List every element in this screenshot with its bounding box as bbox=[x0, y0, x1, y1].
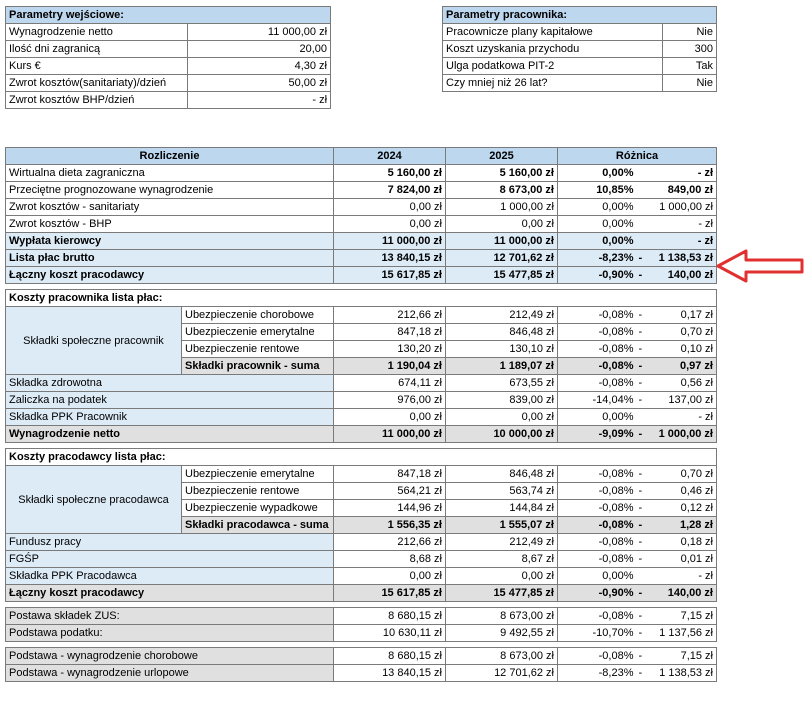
diff-value: 0,01 zł bbox=[680, 553, 713, 565]
value-2024: 13 840,15 zł bbox=[334, 250, 446, 267]
diff-amount bbox=[637, 358, 717, 375]
diff-value: 0,97 zł bbox=[679, 360, 713, 372]
value-2024: 11 000,00 zł bbox=[334, 233, 446, 250]
value-2024: 847,18 zł bbox=[334, 466, 446, 483]
group-label: Składki społeczne pracownik bbox=[6, 307, 182, 375]
value-2024: 10 630,11 zł bbox=[334, 625, 446, 642]
diff-amount bbox=[637, 199, 717, 216]
diff-percent: -0,08% bbox=[558, 358, 637, 375]
diff-amount bbox=[637, 426, 717, 443]
diff-value: 0,56 zł bbox=[680, 377, 713, 389]
diff-value: - zł bbox=[698, 570, 713, 582]
value-2024: 144,96 zł bbox=[334, 500, 446, 517]
diff-value: - zł bbox=[697, 235, 713, 247]
value-2024: 7 824,00 zł bbox=[334, 182, 446, 199]
diff-amount bbox=[637, 409, 717, 426]
param-label: Zwrot kosztów BHP/dzień bbox=[6, 92, 188, 109]
diff-amount bbox=[637, 534, 717, 551]
value-2025: 1 000,00 zł bbox=[446, 199, 558, 216]
diff-value: 7,15 zł bbox=[680, 650, 713, 662]
row-label: Łączny koszt pracodawcy bbox=[6, 585, 334, 602]
table-row bbox=[6, 551, 717, 568]
value-2025: 0,00 zł bbox=[446, 568, 558, 585]
diff-sign: - bbox=[638, 377, 643, 389]
diff-percent: 0,00% bbox=[558, 233, 637, 250]
value-2025: 0,00 zł bbox=[446, 409, 558, 426]
table-row bbox=[6, 375, 717, 392]
table-row bbox=[6, 466, 717, 483]
diff-percent: 10,85% bbox=[558, 182, 637, 199]
table-row bbox=[6, 250, 717, 267]
diff-percent: -0,08% bbox=[558, 648, 637, 665]
diff-amount bbox=[637, 517, 717, 534]
diff-sign: - bbox=[638, 610, 643, 622]
value-2025: 8 673,00 zł bbox=[446, 608, 558, 625]
row-label: Zaliczka na podatek bbox=[6, 392, 334, 409]
diff-percent: -0,08% bbox=[558, 375, 637, 392]
diff-sign: - bbox=[638, 650, 643, 662]
param-label: Wynagrodzenie netto bbox=[6, 24, 188, 41]
diff-value: - zł bbox=[698, 218, 713, 230]
value-2024: 8 680,15 zł bbox=[334, 648, 446, 665]
total-row bbox=[6, 585, 717, 602]
row-label: Ubezpieczenie emerytalne bbox=[182, 466, 334, 483]
diff-amount bbox=[637, 250, 717, 267]
value-2025: 563,74 zł bbox=[446, 483, 558, 500]
diff-amount bbox=[637, 233, 717, 250]
table-row bbox=[6, 625, 717, 642]
diff-amount bbox=[637, 165, 717, 182]
table-row bbox=[6, 182, 717, 199]
diff-sign: - bbox=[638, 468, 643, 480]
diff-value: 0,17 zł bbox=[680, 309, 713, 321]
diff-sign: - bbox=[638, 428, 643, 440]
diff-sign: - bbox=[638, 536, 643, 548]
diff-amount bbox=[637, 483, 717, 500]
diff-percent: 0,00% bbox=[558, 216, 637, 233]
diff-sign: - bbox=[638, 502, 643, 514]
value-2025: 846,48 zł bbox=[446, 324, 558, 341]
value-2025: 11 000,00 zł bbox=[446, 233, 558, 250]
diff-percent: -10,70% bbox=[558, 625, 637, 642]
value-2024: 15 617,85 zł bbox=[334, 267, 446, 284]
red-arrow-icon bbox=[716, 248, 806, 284]
row-label: Lista płac brutto bbox=[6, 250, 334, 267]
row-label: Wirtualna dieta zagraniczna bbox=[6, 165, 334, 182]
table-row bbox=[6, 165, 717, 182]
diff-value: - zł bbox=[698, 411, 713, 423]
diff-amount bbox=[637, 182, 717, 199]
value-2025: 839,00 zł bbox=[446, 392, 558, 409]
diff-percent: -0,08% bbox=[558, 517, 637, 534]
row-label: Fundusz pracy bbox=[6, 534, 334, 551]
value-2024: 15 617,85 zł bbox=[334, 585, 446, 602]
value-2025: 144,84 zł bbox=[446, 500, 558, 517]
diff-percent: -8,23% bbox=[558, 665, 637, 682]
param-value[interactable]: Tak bbox=[663, 58, 717, 75]
value-2025: 8 673,00 zł bbox=[446, 648, 558, 665]
value-2024: 0,00 zł bbox=[334, 199, 446, 216]
value-2024: 0,00 zł bbox=[334, 216, 446, 233]
value-2025: 8,67 zł bbox=[446, 551, 558, 568]
diff-sign: - bbox=[638, 553, 643, 565]
value-2024: 212,66 zł bbox=[334, 534, 446, 551]
param-value[interactable]: 11 000,00 zł bbox=[188, 24, 331, 41]
value-2025: 0,00 zł bbox=[446, 216, 558, 233]
diff-sign: - bbox=[638, 360, 643, 372]
diff-amount bbox=[637, 466, 717, 483]
value-2025: 15 477,85 zł bbox=[446, 267, 558, 284]
section-title-row bbox=[6, 449, 717, 466]
diff-percent: -14,04% bbox=[558, 392, 637, 409]
row-label: Podstawa podatku: bbox=[6, 625, 334, 642]
param-value[interactable]: - zł bbox=[188, 92, 331, 109]
param-value[interactable]: 50,00 zł bbox=[188, 75, 331, 92]
value-2025: 212,49 zł bbox=[446, 534, 558, 551]
value-2024: 976,00 zł bbox=[334, 392, 446, 409]
header-rozliczenie: Rozliczenie bbox=[6, 148, 334, 165]
value-2025: 5 160,00 zł bbox=[446, 165, 558, 182]
table-row bbox=[6, 648, 717, 665]
diff-percent: 0,00% bbox=[558, 199, 637, 216]
diff-amount bbox=[637, 216, 717, 233]
value-2024: 0,00 zł bbox=[334, 568, 446, 585]
diff-value: 1 137,56 zł bbox=[659, 627, 713, 639]
table-row bbox=[6, 534, 717, 551]
diff-percent: -0,08% bbox=[558, 324, 637, 341]
diff-amount bbox=[637, 500, 717, 517]
diff-amount bbox=[637, 608, 717, 625]
diff-value: 849,00 zł bbox=[667, 184, 713, 196]
param-label: Pracownicze plany kapitałowe bbox=[443, 24, 663, 41]
table-header bbox=[6, 148, 717, 165]
diff-sign: - bbox=[638, 627, 643, 639]
value-2024: 0,00 zł bbox=[334, 409, 446, 426]
diff-value: - zł bbox=[697, 167, 713, 179]
value-2024: 564,21 zł bbox=[334, 483, 446, 500]
row-label: Ubezpieczenie rentowe bbox=[182, 483, 334, 500]
value-2025: 10 000,00 zł bbox=[446, 426, 558, 443]
diff-amount bbox=[637, 551, 717, 568]
table-row bbox=[6, 267, 717, 284]
value-2024: 212,66 zł bbox=[334, 307, 446, 324]
row-label: Podstawa - wynagrodzenie urlopowe bbox=[6, 665, 334, 682]
diff-percent: -0,90% bbox=[558, 585, 637, 602]
table-row bbox=[6, 409, 717, 426]
diff-amount bbox=[637, 375, 717, 392]
diff-value: 137,00 zł bbox=[668, 394, 713, 406]
diff-sign: - bbox=[638, 519, 643, 531]
diff-value: 1 138,53 zł bbox=[659, 667, 713, 679]
value-2025: 12 701,62 zł bbox=[446, 665, 558, 682]
diff-amount bbox=[637, 324, 717, 341]
diff-sign: - bbox=[638, 252, 643, 264]
table-row bbox=[6, 233, 717, 250]
param-label: Ulga podatkowa PIT-2 bbox=[443, 58, 663, 75]
diff-value: 0,18 zł bbox=[680, 536, 713, 548]
row-label: Składka zdrowotna bbox=[6, 375, 334, 392]
value-2025: 9 492,55 zł bbox=[446, 625, 558, 642]
diff-value: 0,10 zł bbox=[680, 343, 713, 355]
params-left-title: Parametry wejściowe: bbox=[6, 7, 331, 24]
value-2025: 8 673,00 zł bbox=[446, 182, 558, 199]
diff-percent: -0,08% bbox=[558, 483, 637, 500]
diff-sign: - bbox=[638, 326, 643, 338]
value-2024: 1 190,04 zł bbox=[334, 358, 446, 375]
row-label: Składka PPK Pracownik bbox=[6, 409, 334, 426]
value-2025: 12 701,62 zł bbox=[446, 250, 558, 267]
value-2025: 1 555,07 zł bbox=[446, 517, 558, 534]
diff-amount bbox=[637, 648, 717, 665]
row-label: Ubezpieczenie rentowe bbox=[182, 341, 334, 358]
diff-amount bbox=[637, 625, 717, 642]
diff-value: 0,12 zł bbox=[680, 502, 713, 514]
diff-amount bbox=[637, 267, 717, 284]
value-2025: 846,48 zł bbox=[446, 466, 558, 483]
diff-percent: -0,08% bbox=[558, 500, 637, 517]
total-row bbox=[6, 426, 717, 443]
diff-value: 1 000,00 zł bbox=[659, 201, 713, 213]
diff-percent: -0,08% bbox=[558, 466, 637, 483]
param-label: Ilość dni zagranicą bbox=[6, 41, 188, 58]
diff-amount bbox=[637, 341, 717, 358]
value-2024: 8 680,15 zł bbox=[334, 608, 446, 625]
diff-percent: -0,08% bbox=[558, 307, 637, 324]
diff-sign: - bbox=[638, 485, 643, 497]
table-row bbox=[6, 568, 717, 585]
params-left-table bbox=[5, 6, 331, 109]
diff-percent: 0,00% bbox=[558, 409, 637, 426]
param-value[interactable]: Nie bbox=[663, 24, 717, 41]
diff-value: 7,15 zł bbox=[680, 610, 713, 622]
value-2025: 130,10 zł bbox=[446, 341, 558, 358]
row-label: FGŚP bbox=[6, 551, 334, 568]
params-right-title: Parametry pracownika: bbox=[443, 7, 717, 24]
section-title-row bbox=[6, 290, 717, 307]
section-title: Koszty pracownika lista płac: bbox=[6, 290, 717, 307]
diff-percent: -0,08% bbox=[558, 551, 637, 568]
table-row bbox=[6, 216, 717, 233]
diff-sign: - bbox=[638, 587, 643, 599]
diff-value: 140,00 zł bbox=[667, 587, 713, 599]
diff-amount bbox=[637, 665, 717, 682]
param-label: Czy mniej niż 26 lat? bbox=[443, 75, 663, 92]
diff-value: 1 138,53 zł bbox=[658, 252, 713, 264]
param-value[interactable]: 300 bbox=[663, 41, 717, 58]
table-row bbox=[6, 665, 717, 682]
param-label: Kurs € bbox=[6, 58, 188, 75]
row-label: Wypłata kierowcy bbox=[6, 233, 334, 250]
diff-percent: 0,00% bbox=[558, 165, 637, 182]
header-2024: 2024 bbox=[334, 148, 446, 165]
diff-sign: - bbox=[638, 667, 643, 679]
row-label: Ubezpieczenie emerytalne bbox=[182, 324, 334, 341]
table-row bbox=[6, 392, 717, 409]
row-label: Składki pracodawca - suma bbox=[182, 517, 334, 534]
diff-value: 0,46 zł bbox=[680, 485, 713, 497]
diff-value: 1 000,00 zł bbox=[658, 428, 713, 440]
diff-percent: -0,08% bbox=[558, 608, 637, 625]
diff-amount bbox=[637, 585, 717, 602]
row-label: Ubezpieczenie wypadkowe bbox=[182, 500, 334, 517]
diff-amount bbox=[637, 392, 717, 409]
param-value[interactable]: 20,00 bbox=[188, 41, 331, 58]
diff-amount bbox=[637, 568, 717, 585]
diff-percent: -9,09% bbox=[558, 426, 637, 443]
param-value[interactable]: Nie bbox=[663, 75, 717, 92]
row-label: Zwrot kosztów - BHP bbox=[6, 216, 334, 233]
param-label: Zwrot kosztów(sanitariaty)/dzień bbox=[6, 75, 188, 92]
param-value[interactable]: 4,30 zł bbox=[188, 58, 331, 75]
params-right-table bbox=[442, 6, 717, 92]
diff-amount bbox=[637, 307, 717, 324]
row-label: Postawa składek ZUS: bbox=[6, 608, 334, 625]
value-2025: 1 189,07 zł bbox=[446, 358, 558, 375]
value-2024: 8,68 zł bbox=[334, 551, 446, 568]
diff-sign: - bbox=[638, 269, 643, 281]
value-2025: 212,49 zł bbox=[446, 307, 558, 324]
param-label: Koszt uzyskania przychodu bbox=[443, 41, 663, 58]
diff-sign: - bbox=[638, 309, 643, 321]
header-2025: 2025 bbox=[446, 148, 558, 165]
row-label: Łączny koszt pracodawcy bbox=[6, 267, 334, 284]
value-2024: 5 160,00 zł bbox=[334, 165, 446, 182]
row-label: Podstawa - wynagrodzenie chorobowe bbox=[6, 648, 334, 665]
diff-value: 1,28 zł bbox=[679, 519, 713, 531]
group-label: Składki społeczne pracodawca bbox=[6, 466, 182, 534]
diff-sign: - bbox=[638, 343, 643, 355]
diff-percent: -0,08% bbox=[558, 534, 637, 551]
table-row bbox=[6, 307, 717, 324]
row-label: Składki pracownik - suma bbox=[182, 358, 334, 375]
value-2024: 1 556,35 zł bbox=[334, 517, 446, 534]
section-title: Koszty pracodawcy lista płac: bbox=[6, 449, 717, 466]
settlement-table bbox=[5, 147, 717, 682]
value-2025: 673,55 zł bbox=[446, 375, 558, 392]
value-2024: 847,18 zł bbox=[334, 324, 446, 341]
row-label: Zwrot kosztów - sanitariaty bbox=[6, 199, 334, 216]
diff-percent: -0,90% bbox=[558, 267, 637, 284]
value-2024: 674,11 zł bbox=[334, 375, 446, 392]
diff-sign: - bbox=[638, 394, 643, 406]
row-label: Przeciętne prognozowane wynagrodzenie bbox=[6, 182, 334, 199]
diff-percent: 0,00% bbox=[558, 568, 637, 585]
diff-percent: -8,23% bbox=[558, 250, 637, 267]
diff-value: 0,70 zł bbox=[680, 326, 713, 338]
diff-value: 0,70 zł bbox=[680, 468, 713, 480]
value-2024: 130,20 zł bbox=[334, 341, 446, 358]
value-2024: 11 000,00 zł bbox=[334, 426, 446, 443]
table-row bbox=[6, 199, 717, 216]
value-2024: 13 840,15 zł bbox=[334, 665, 446, 682]
diff-percent: -0,08% bbox=[558, 341, 637, 358]
row-label: Ubezpieczenie chorobowe bbox=[182, 307, 334, 324]
row-label: Składka PPK Pracodawca bbox=[6, 568, 334, 585]
table-row bbox=[6, 608, 717, 625]
row-label: Wynagrodzenie netto bbox=[6, 426, 334, 443]
header-roznica: Różnica bbox=[558, 148, 717, 165]
diff-value: 140,00 zł bbox=[667, 269, 713, 281]
value-2025: 15 477,85 zł bbox=[446, 585, 558, 602]
